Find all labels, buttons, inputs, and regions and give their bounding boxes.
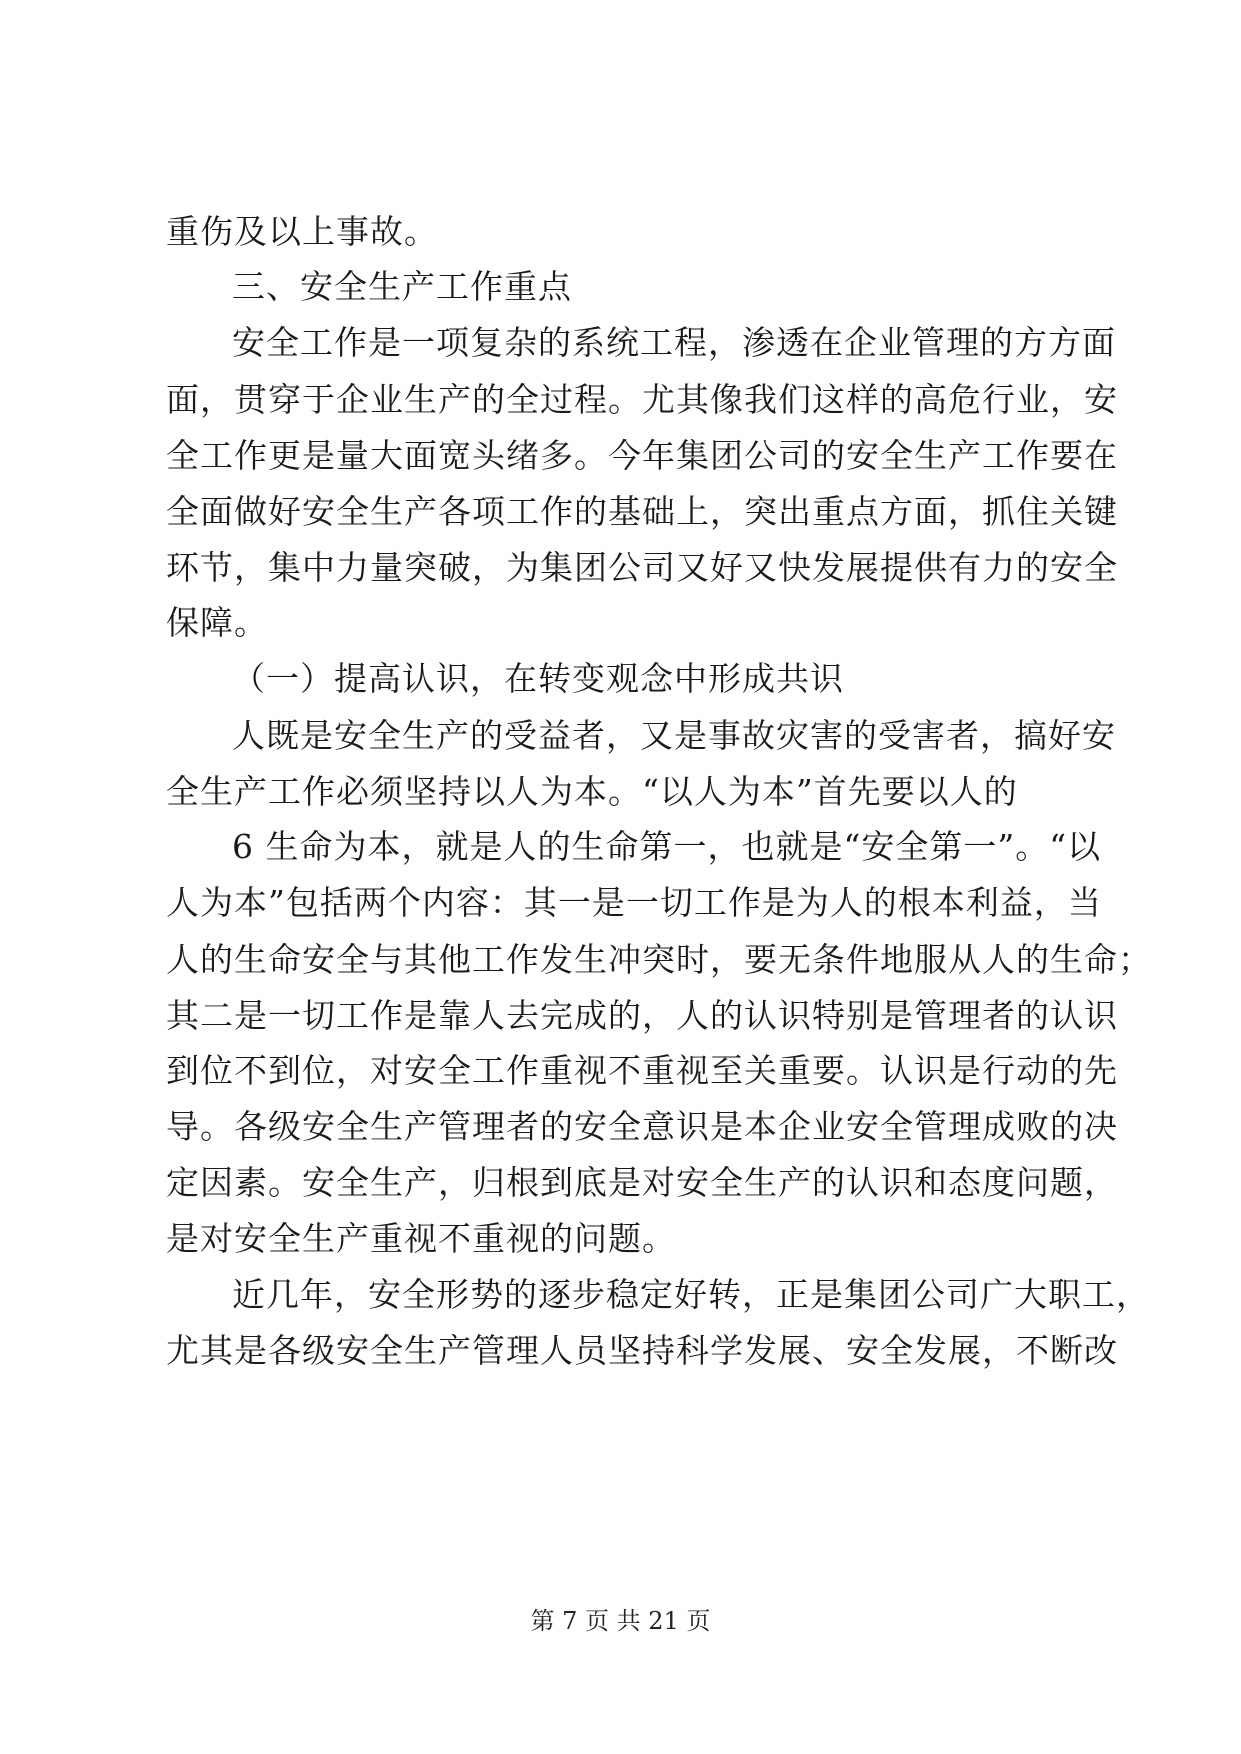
paragraph-line: 其二是一切工作是靠人去完成的，人的认识特别是管理者的认识 <box>166 996 1118 1035</box>
paragraph-line: 保障。 <box>166 603 268 642</box>
page-footer: 第 7 页 共 21 页 <box>530 1607 711 1635</box>
paragraph-line: 全工作更是量大面宽头绪多。今年集团公司的安全生产工作要在 <box>166 436 1118 475</box>
paragraph-line: 面，贯穿于企业生产的全过程。尤其像我们这样的高危行业，安 <box>166 380 1118 419</box>
paragraph-line: 环节，集中力量突破，为集团公司又好又快发展提供有力的安全 <box>166 548 1118 587</box>
paragraph-line: 是对安全生产重视不重视的问题。 <box>166 1219 676 1258</box>
paragraph-line: 人为本”包括两个内容：其一是一切工作是为人的根本利益，当 <box>166 883 1102 922</box>
paragraph-line: 全生产工作必须坚持以人为本。“以人为本”首先要以人的 <box>166 772 1018 811</box>
paragraph-line: 导。各级安全生产管理者的安全意识是本企业安全管理成败的决 <box>166 1107 1118 1146</box>
subsection-heading: （一）提高认识，在转变观念中形成共识 <box>232 659 844 698</box>
paragraph-line: 到位不到位，对安全工作重视不重视至关重要。认识是行动的先 <box>166 1051 1118 1090</box>
paragraph-line: 安全工作是一项复杂的系统工程，渗透在企业管理的方方面 <box>232 323 1116 362</box>
paragraph-line: 全面做好安全生产各项工作的基础上，突出重点方面，抓住关键 <box>166 492 1118 531</box>
paragraph-line: 近几年，安全形势的逐步稳定好转，正是集团公司广大职工， <box>232 1275 1150 1314</box>
text-line: 重伤及以上事故。 <box>166 212 438 251</box>
section-heading: 三、安全生产工作重点 <box>232 267 572 306</box>
paragraph-line: 6 生命为本，就是人的生命第一，也就是“安全第一”。“以 <box>232 827 1102 866</box>
paragraph-line: 尤其是各级安全生产管理人员坚持科学发展、安全发展，不断改 <box>166 1331 1118 1370</box>
paragraph-line: 定因素。安全生产，归根到底是对安全生产的认识和态度问题， <box>166 1163 1118 1202</box>
paragraph-line: 人的生命安全与其他工作发生冲突时，要无条件地服从人的生命； <box>166 940 1152 979</box>
paragraph-line: 人既是安全生产的受益者，又是事故灾害的受害者，搞好安 <box>232 716 1116 755</box>
